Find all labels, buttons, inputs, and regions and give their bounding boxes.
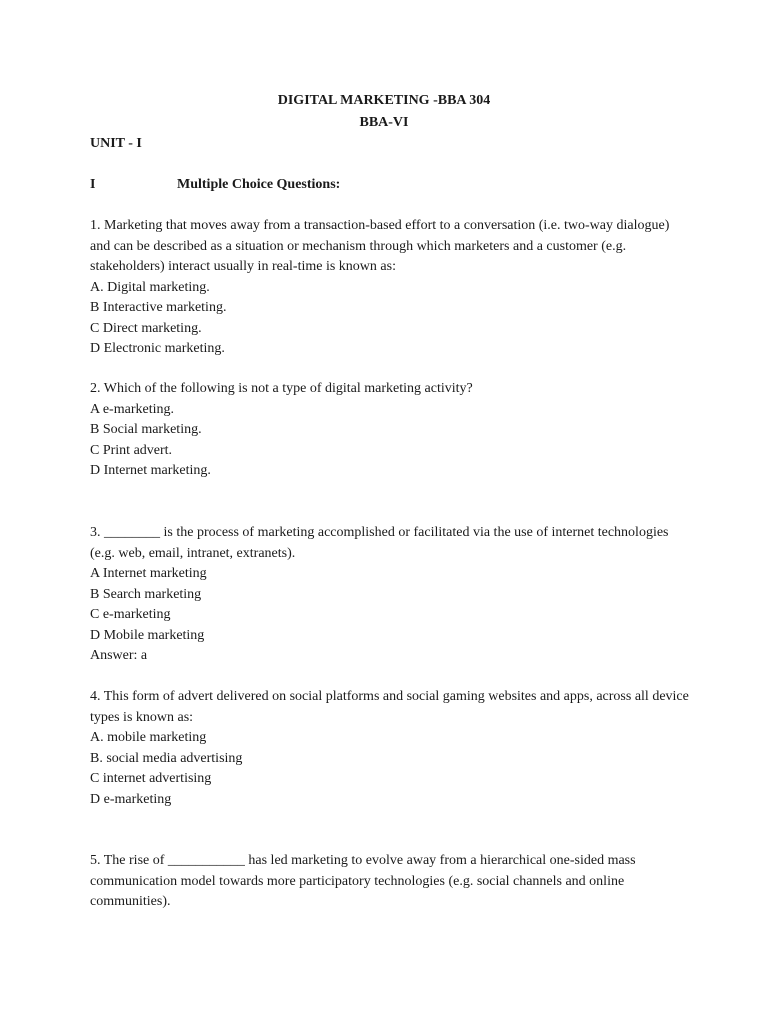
question-4	[90, 687, 690, 810]
option-a: A. mobile marketing	[90, 730, 207, 745]
option-b: B. social media advertising	[90, 750, 243, 766]
option-d: D Mobile marketing	[90, 627, 205, 643]
option-d: D Electronic marketing.	[90, 341, 225, 356]
option-d: D Internet marketing.	[90, 463, 211, 478]
question-stem: 4. This form of advert delivered on social platforms and social gaming websites and apps, across all device types is known as:	[90, 689, 689, 725]
question-3	[90, 523, 690, 667]
option-c: C Direct marketing.	[90, 320, 202, 336]
answer-line: Answer: a	[90, 648, 148, 663]
option-c: C e-marketing	[90, 607, 171, 622]
option-b: B Interactive marketing.	[90, 300, 227, 315]
question-stem: 1. Marketing that moves away from a transaction-based effort to a conversation (i.e. two-way dialogue) and can be described as a situation or mechanism through which marketers and a customer (e.g. stakeholders) interact usually in real-time is known as:	[90, 218, 670, 274]
option-c: C internet advertising	[90, 771, 212, 786]
question-2	[90, 379, 690, 482]
question-stem: 3. ________ is the process of marketing accomplished or facilitated via the use of internet technologies (e.g. web, email, intranet, extranets).	[90, 525, 669, 561]
question-5	[90, 851, 690, 913]
option-d: D e-marketing	[90, 791, 172, 807]
section-number: I	[90, 177, 96, 192]
section-title: Multiple Choice Questions:	[177, 177, 341, 192]
question-stem: 2. Which of the following is not a type of digital marketing activity?	[90, 381, 473, 396]
course-title: DIGITAL MARKETING -BBA 304	[277, 93, 491, 108]
option-a: A Internet marketing	[90, 566, 207, 581]
option-a: A. Digital marketing.	[90, 279, 210, 295]
option-b: B Social marketing.	[90, 422, 202, 437]
option-a: A e-marketing.	[90, 401, 174, 417]
program-title: BBA-VI	[359, 115, 409, 130]
unit-heading: UNIT - I	[90, 136, 142, 151]
option-c: C Print advert.	[90, 442, 173, 458]
question-1	[90, 216, 690, 360]
question-stem: 5. The rise of ___________ has led marketing to evolve away from a hierarchical one-sided mass communication model towards more participatory technologies (e.g. social channels and online communities).	[90, 853, 636, 909]
option-b: B Search marketing	[90, 586, 202, 602]
